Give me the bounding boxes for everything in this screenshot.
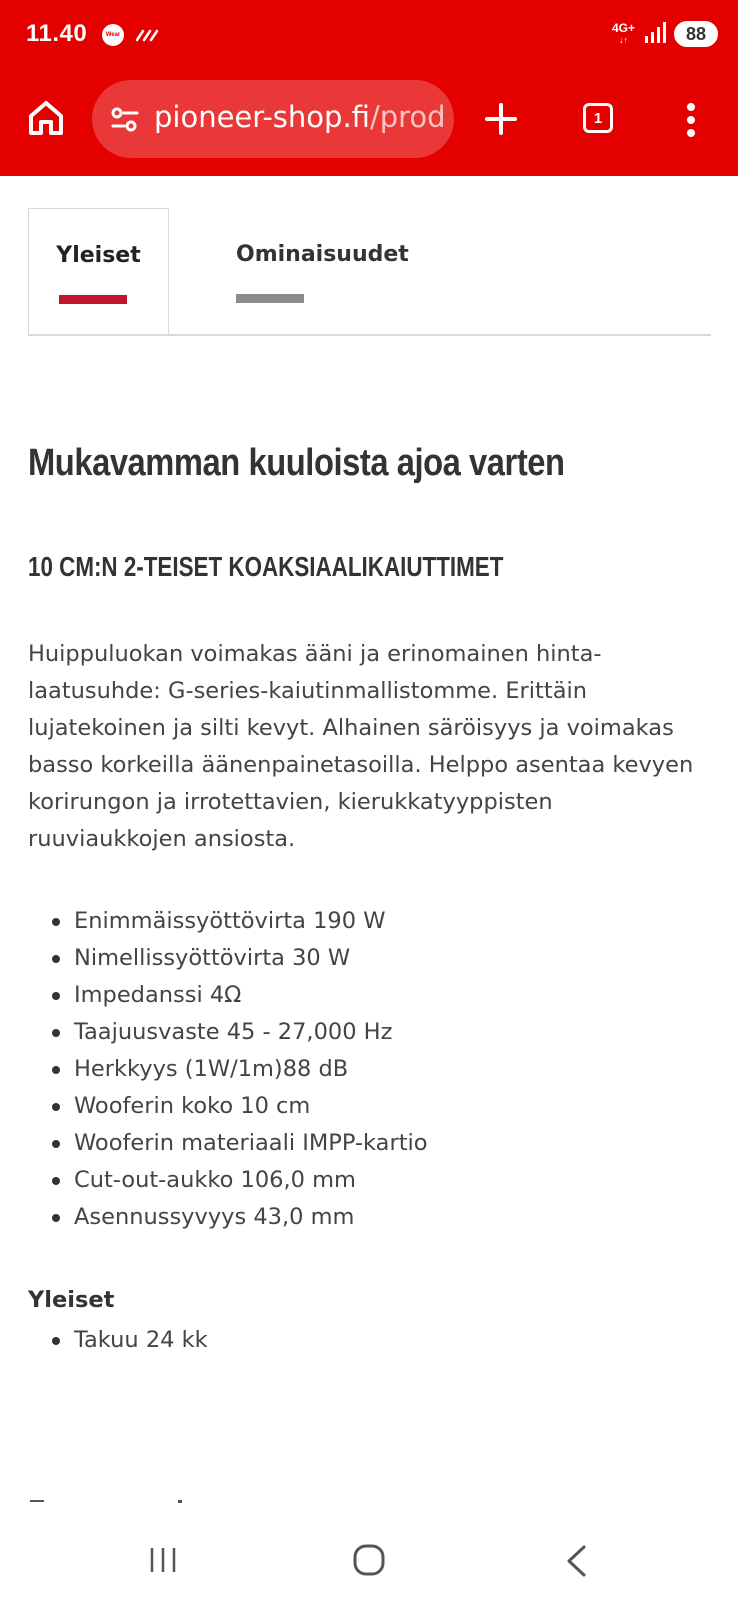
tab-label: Ominaisuudet [236, 242, 409, 267]
url-host: pioneer-shop.fi [154, 100, 370, 134]
url-text[interactable] [154, 100, 446, 134]
general-item: Takuu 24 kk [28, 1322, 208, 1359]
spec-item: Asennussyvyys 43,0 mm [28, 1199, 428, 1236]
spec-item: Enimmäissyöttövirta 190 W [28, 903, 428, 940]
description-line: basso korkeilla äänenpainetasoilla. Helppo asentaa kevyen [28, 752, 694, 778]
tab-switcher-icon[interactable] [583, 103, 613, 133]
spec-item: Nimellissyöttövirta 30 W [28, 940, 428, 977]
nav-home-icon[interactable] [352, 1543, 386, 1577]
general-list [28, 1322, 208, 1359]
cell-signal-icon [644, 22, 668, 44]
spec-item: Wooferin materiaali IMPP-kartio [28, 1125, 428, 1162]
plus-icon[interactable] [484, 102, 518, 136]
address-bar[interactable] [92, 80, 454, 158]
tab-count: 1 [593, 109, 603, 127]
network-type-label: 4G+ ↓↑ [612, 21, 636, 45]
tab-features[interactable] [204, 208, 424, 334]
back-icon[interactable] [565, 1544, 587, 1578]
product-subheading: 10 CM:N 2-TEISET KOAKSIAALIKAIUTTIMET [28, 551, 504, 582]
product-description [28, 636, 718, 858]
more-vert-icon[interactable] [681, 102, 701, 138]
tab-label: Yleiset [56, 243, 141, 268]
spec-item: Wooferin koko 10 cm [28, 1088, 428, 1125]
spec-list [28, 903, 428, 1236]
page-heading: Mukavamman kuuloista ajoa varten [28, 442, 565, 484]
description-line: lujatekoinen ja silti kevyt. Alhainen säröisyys ja voimakas [28, 715, 674, 741]
tab-indicator [236, 294, 304, 303]
tab-general[interactable] [28, 208, 169, 334]
spec-item: Taajuusvaste 45 - 27,000 Hz [28, 1014, 428, 1051]
description-line: laatusuhde: G-series-kaiutinmallistomme. Erittäin [28, 678, 587, 704]
product-tabs [28, 208, 711, 336]
description-line: Huippuluokan voimakas ääni ja erinomainen hinta- [28, 641, 602, 667]
description-line: korirungon ja irrotettavien, kierukkatyyppisten [28, 789, 553, 815]
general-section-title: Yleiset [28, 1287, 115, 1313]
description-line: ruuviaukkojen ansiosta. [28, 826, 296, 852]
battery-indicator: 88 [674, 21, 718, 47]
clipped-text-fragment [30, 1500, 190, 1504]
spec-item: Cut-out-aukko 106,0 mm [28, 1162, 428, 1199]
spec-item: Herkkyys (1W/1m)88 dB [28, 1051, 428, 1088]
system-nav-bar [0, 1508, 738, 1600]
recent-apps-icon[interactable] [148, 1546, 178, 1574]
status-time: 11.40 [26, 20, 88, 47]
browser-chrome [0, 0, 738, 176]
spec-item: Impedanssi 4Ω [28, 977, 428, 1014]
data-saver-icon [134, 27, 160, 43]
home-icon[interactable] [26, 98, 66, 138]
url-path: /prod [369, 100, 446, 134]
tab-active-indicator [59, 295, 127, 304]
wear-notification-icon: Wear [102, 24, 124, 46]
tune-icon[interactable] [110, 106, 140, 134]
